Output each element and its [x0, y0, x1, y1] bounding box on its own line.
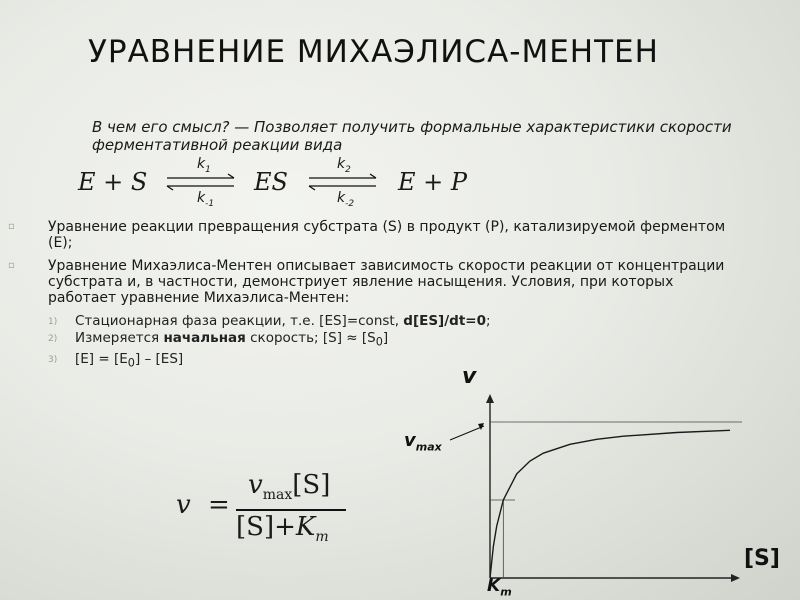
rate-constant-k2: $k_2$ — [337, 156, 351, 175]
y-axis-label: v — [462, 364, 477, 389]
reactants: E + S — [78, 168, 148, 196]
formula-numerator: $v_{max}[S]$ — [248, 470, 331, 504]
rate-constant-k-1: $k_{-1}$ — [197, 190, 215, 209]
rate-constant-k-2: $k_{-2}$ — [337, 190, 355, 209]
condition-item-3: 3) $[E] = [E_0] - [ES]$ — [48, 350, 184, 370]
bullet-marker-icon: ▫ — [8, 221, 15, 232]
complex: ES — [254, 168, 288, 196]
bullet-text: Уравнение Михаэлиса-Ментен описывает зависимость скорости реакции от концентрации субстрата и, в частности, демонстриует явление насыщения. Условия, при которых работает уравнение Михаэлиса-Ментен: — [48, 258, 725, 306]
intro-text: В чем его смысл? — Позволяет получить формальные характеристики скорости ферментативной реакции вида — [92, 118, 732, 154]
rate-constant-k1: $k_1$ — [197, 156, 211, 175]
formula-denominator: $[S]+K_m$ — [236, 512, 329, 546]
vmax-pointer — [450, 426, 484, 440]
formula-equals: = — [208, 490, 230, 520]
km-label: $K_m$ — [487, 576, 512, 599]
x-axis-label: [S] — [744, 546, 780, 571]
formula-lhs: v — [176, 490, 191, 520]
y-axis-arrow-icon — [486, 394, 494, 403]
bullet-text: Уравнение реакции превращения субстрата (S) в продукт (P), катализируемой ферментом (E); — [48, 219, 726, 251]
condition-item-2: 2) Измеряется начальная скорость; $[S] \approx [S_0]$ — [48, 330, 389, 349]
bullet-marker-icon: ▫ — [8, 260, 15, 271]
vmax-label: $v_{max}$ — [404, 430, 442, 454]
slide-title: УРАВНЕНИЕ МИХАЭЛИСА-МЕНТЕН — [88, 34, 659, 70]
condition-item-1: 1) Стационарная фаза реакции, т.е. [ES]=const, d[ES]/dt=0; — [48, 313, 491, 329]
x-axis-arrow-icon — [731, 574, 740, 582]
products: E + P — [398, 168, 468, 196]
saturation-curve — [490, 430, 730, 578]
